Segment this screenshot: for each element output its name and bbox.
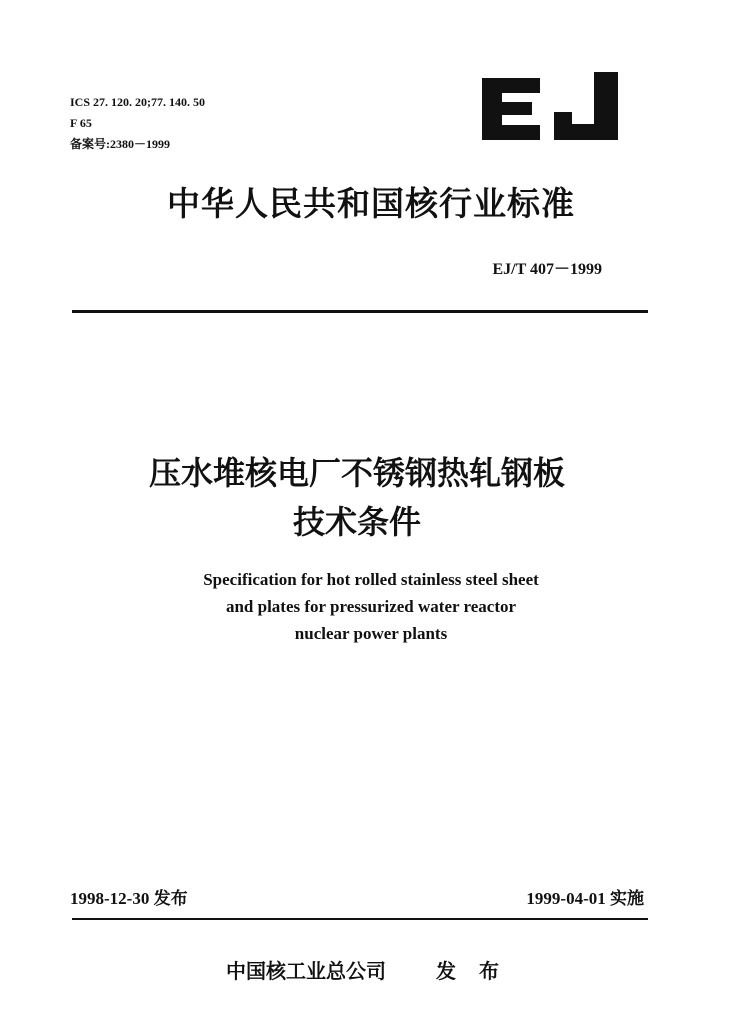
filing-number: 备案号:2380－1999 (70, 137, 170, 151)
publish-label: 发 布 (436, 959, 507, 983)
ics-code: ICS 27. 120. 20;77. 140. 50 (70, 95, 206, 109)
title-zh-line-2: 技术条件 (292, 503, 421, 541)
publisher-name: 中国核工业总公司 (226, 959, 386, 983)
title-en (0, 566, 742, 647)
title-zh-line-1: 压水堆核电厂不锈钢热轧钢板 (148, 454, 565, 492)
issuing-body-title: 中华人民共和国核行业标准 (167, 184, 575, 223)
standard-number: EJ/T 407－1999 (492, 261, 602, 278)
title-en-line-2: and plates for pressurized water reactor (225, 597, 517, 616)
classification-block (70, 92, 205, 155)
bottom-divider (72, 918, 648, 920)
title-en-line-1: Specification for hot rolled stainless steel sheet (203, 570, 539, 589)
issue-date: 1998-12-30 发布 (70, 889, 188, 908)
ej-logo (482, 72, 622, 142)
class-code: F 65 (70, 116, 92, 130)
title-en-line-3: nuclear power plants (294, 624, 448, 643)
implementation-date: 1999-04-01 实施 (526, 889, 644, 908)
top-divider (72, 310, 648, 313)
